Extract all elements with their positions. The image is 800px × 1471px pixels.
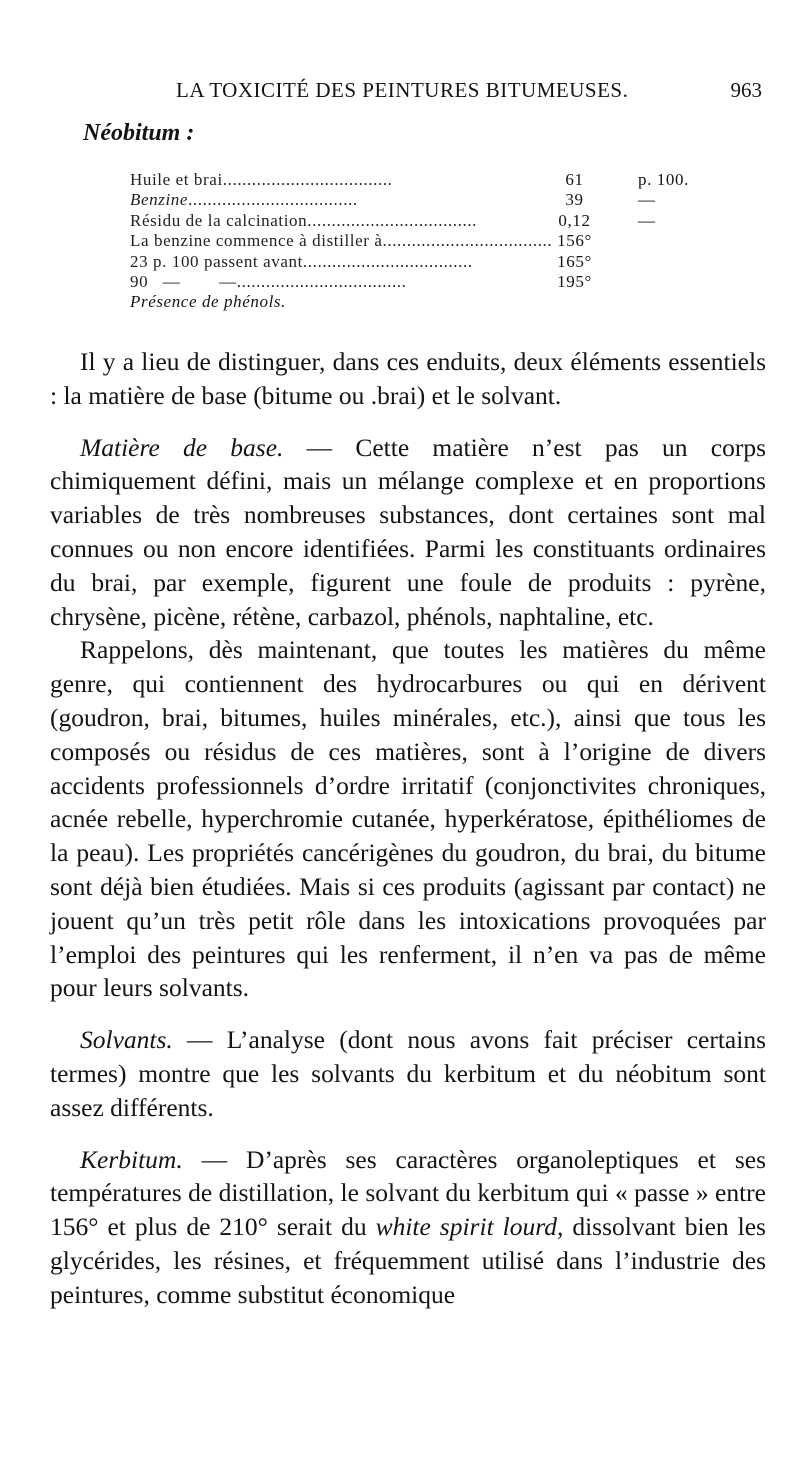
table-row bbox=[130, 231, 700, 251]
leader-dots bbox=[130, 231, 553, 251]
row-label: Benzine bbox=[130, 190, 189, 210]
leader-dots bbox=[130, 252, 525, 272]
paragraph-text: — L’analyse (dont nous avons fait préciser certains termes) montre que les solvants du kerbitum et du néobitum sont assez différents. bbox=[50, 1025, 766, 1122]
running-head bbox=[78, 78, 768, 110]
table-row bbox=[130, 272, 700, 292]
row-unit: p. 100. bbox=[638, 170, 689, 189]
row-label: La benzine commence à distiller à bbox=[130, 231, 383, 251]
section-heading: Néobitum : bbox=[83, 120, 195, 146]
paragraph bbox=[50, 633, 766, 1005]
row-label: Résidu de la calcination bbox=[130, 210, 308, 230]
table-row bbox=[130, 211, 700, 231]
run-in-heading: Solvants. bbox=[80, 1025, 173, 1055]
paragraph-text: Il y a lieu de distinguer, dans ces enduits, deux éléments essentiels : la matière de base (bitume ou .brai) et le solvant. bbox=[50, 347, 766, 410]
dot-leader: ................................... bbox=[307, 210, 478, 230]
paragraph-text: dissolvant bien les glycérides, les résines, et fréquemment utilisé dans l’industrie des peintures, comme substitut économique bbox=[50, 1212, 766, 1309]
dot-leader: ................................... bbox=[302, 251, 473, 271]
row-unit: — bbox=[638, 210, 656, 230]
dot-leader: ................................... bbox=[222, 170, 393, 189]
run-in-heading: Kerbitum. bbox=[80, 1144, 183, 1174]
table-row bbox=[130, 170, 700, 190]
row-value: 165° bbox=[557, 251, 592, 271]
paragraph-text: — Cette matière n’est pas un corps chimiquement défini, mais un mélange complexe et en proportions variables de très nombreuses substances, dont certaines sont mal connues ou non encore identifiées. Parmi les constituants ordinaires du brai, par exemple, figurent une foule de produits : pyrène, chrysène, picène, rétène, carbazol, phénols, naphtaline, etc. bbox=[50, 432, 766, 631]
leader-dots bbox=[130, 190, 525, 210]
row-unit: — bbox=[638, 190, 656, 210]
row-label: 23 p. 100 passent avant bbox=[130, 251, 303, 271]
paragraph-text: — D’après ses caractères organoleptiques et ses températures de distillation, le solvant du kerbitum qui « passe » entre 156° et plus de 210° serait du bbox=[50, 1144, 766, 1242]
running-title: LA TOXICITÉ DES PEINTURES BITUMEUSES. bbox=[176, 78, 629, 102]
row-value: 0,12 bbox=[558, 210, 591, 230]
leader-dots bbox=[130, 272, 525, 292]
paragraph-text: Rappelons, dès maintenant, que toutes les matières du même genre, qui contiennent des hydrocarbures ou qui en dérivent (goudron, brai, bitumes, huiles minérales, etc.), ainsi que tous les composés ou résidus de ces matières, sont à l’origine de divers accidents professionnels d’ordre irritatif (conjonctivites chroniques, acnée rebelle, hyperchromie cutanée, hyperkératose, épithéliomes de la peau). Les propriétés cancérigènes du goudron, du brai, du bitume sont déjà bien étudiées. Mais si ces produits (agissant par contact) ne jouent qu’un très petit rôle dans les intoxications provoquées par l’emploi des peintures qui les renferment, il n’en va pas de même pour leurs solvants. bbox=[50, 635, 766, 1003]
dot-leader: ................................... bbox=[382, 231, 553, 251]
dot-leader: ................................... bbox=[188, 190, 358, 210]
row-label: Huile et brai bbox=[130, 170, 223, 189]
leader-dots bbox=[130, 211, 525, 231]
body-text bbox=[50, 345, 766, 1312]
table-note: Présence de phénols. bbox=[130, 292, 286, 312]
table-row bbox=[130, 190, 700, 210]
row-value: 156° bbox=[557, 231, 592, 251]
paragraph bbox=[50, 345, 766, 413]
row-value: 39 bbox=[565, 190, 584, 210]
table-note-row bbox=[130, 292, 700, 312]
composition-table bbox=[130, 170, 700, 313]
row-label: 90 — — bbox=[130, 271, 237, 291]
row-value: 61 bbox=[565, 170, 584, 189]
paragraph bbox=[50, 431, 766, 634]
paragraph bbox=[50, 1143, 766, 1312]
paragraph bbox=[50, 1023, 766, 1124]
table-row bbox=[130, 252, 700, 272]
leader-dots bbox=[130, 170, 525, 190]
emphasis-text: white spirit lourd, bbox=[375, 1212, 564, 1242]
row-value: 195° bbox=[557, 271, 592, 291]
dot-leader: ................................... bbox=[236, 271, 407, 291]
run-in-heading: Matière de base. bbox=[80, 432, 284, 462]
page-number: 963 bbox=[730, 78, 762, 102]
